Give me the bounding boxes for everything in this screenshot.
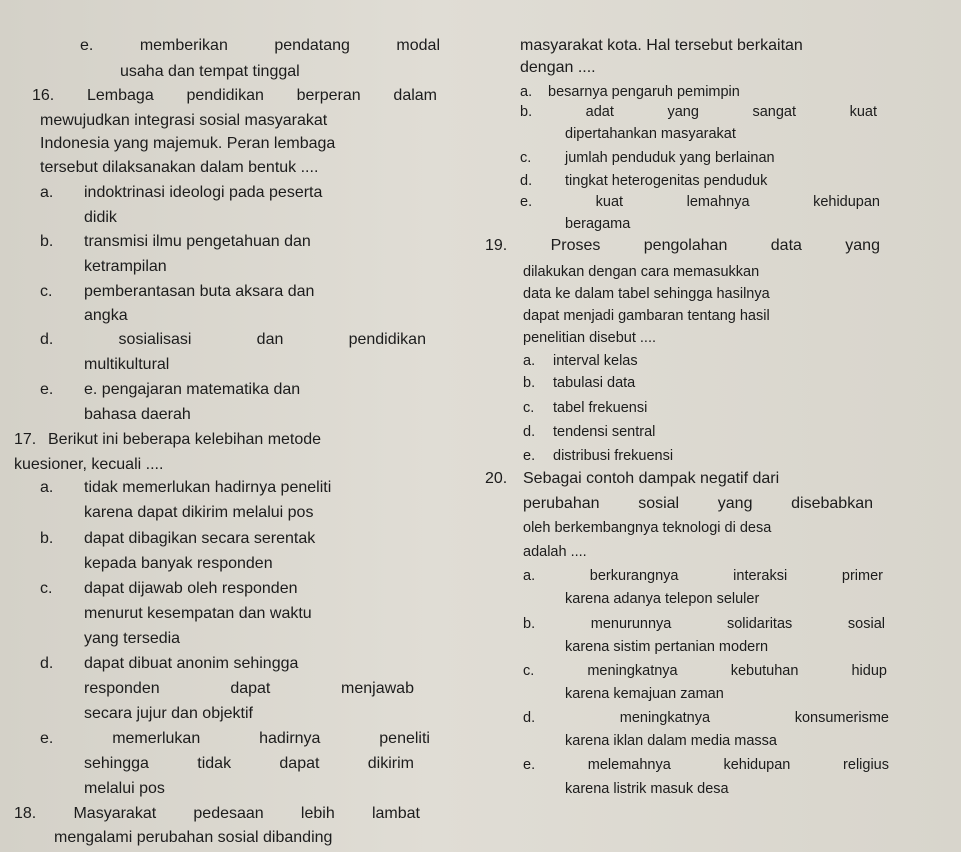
q18-stem-line3: masyarakat kota. Hal tersebut berkaitan bbox=[520, 37, 803, 54]
q20-option-b-line2: karena sistim pertanian modern bbox=[565, 639, 769, 655]
q16-stem-line4: tersebut dilaksanakan dalam bentuk .... bbox=[40, 159, 319, 176]
option-letter: a. bbox=[40, 479, 54, 496]
word: kehidupan bbox=[813, 194, 880, 210]
option-letter: d. bbox=[523, 710, 536, 726]
q20-option-b-line1 bbox=[523, 614, 885, 634]
word: menjawab bbox=[341, 680, 414, 697]
q16-stem-line3: Indonesia yang majemuk. Peran lembaga bbox=[40, 135, 336, 152]
q19-stem-line5: penelitian disebut .... bbox=[523, 330, 657, 346]
q20-option-a-line1 bbox=[523, 566, 883, 586]
q17-option-c-line1 bbox=[40, 579, 298, 599]
word: berkurangnya bbox=[589, 568, 679, 584]
q18-option-e-line1 bbox=[520, 192, 880, 212]
q16-option-b-line2: ketrampilan bbox=[84, 258, 167, 275]
question-number: 20. bbox=[485, 470, 508, 487]
word: dalam bbox=[393, 87, 437, 104]
word: hadirnya bbox=[259, 730, 321, 747]
q17-option-c-line3: yang tersedia bbox=[84, 630, 181, 647]
word: tidak bbox=[197, 755, 232, 772]
q19-stem-line2: dilakukan dengan cara memasukkan bbox=[523, 264, 760, 280]
word: sangat bbox=[752, 104, 797, 120]
option-letter: a. bbox=[523, 353, 536, 369]
q16-option-b-line1 bbox=[40, 232, 311, 252]
q16-stem-line2: mewujudkan integrasi sosial masyarakat bbox=[40, 112, 328, 129]
option-letter: b. bbox=[523, 616, 536, 632]
word: dikirim bbox=[367, 755, 414, 772]
q16-option-d-line2: multikultural bbox=[84, 356, 170, 373]
word: kebutuhan bbox=[730, 663, 799, 679]
q17-option-b-line2: kepada banyak responden bbox=[84, 555, 273, 572]
option-text: transmisi ilmu pengetahuan dan bbox=[84, 233, 311, 250]
option-text: pemberantasan buta aksara dan bbox=[84, 283, 315, 300]
q16-option-d-line1 bbox=[40, 330, 426, 350]
q17-option-b-line1 bbox=[40, 529, 315, 549]
word: memberikan bbox=[139, 37, 228, 54]
option-text: distribusi frekuensi bbox=[553, 448, 674, 464]
q17-option-a-line2: karena dapat dikirim melalui pos bbox=[84, 504, 314, 521]
option-letter: c. bbox=[40, 283, 53, 300]
q20-option-e-line1 bbox=[523, 755, 889, 775]
word: sosialisasi bbox=[118, 331, 192, 348]
word: data bbox=[770, 237, 802, 254]
word: peneliti bbox=[379, 730, 430, 747]
q19-option-b bbox=[523, 373, 635, 393]
option-text: besarnya pengaruh pemimpin bbox=[548, 84, 740, 100]
word: adat bbox=[585, 104, 614, 120]
word: melemahnya bbox=[587, 757, 671, 773]
q16-option-c-line1 bbox=[40, 282, 314, 302]
option-text: tabulasi data bbox=[553, 375, 636, 391]
q18-option-e-line2: beragama bbox=[565, 216, 631, 232]
q15-option-e-line2: usaha dan tempat tinggal bbox=[120, 63, 300, 80]
option-letter: c. bbox=[523, 663, 535, 679]
option-letter: e. bbox=[520, 194, 533, 210]
option-letter: e. bbox=[40, 730, 54, 747]
word: meningkatnya bbox=[587, 663, 678, 679]
q17-option-d-line1 bbox=[40, 654, 298, 674]
word: primer bbox=[841, 568, 883, 584]
option-letter: d. bbox=[523, 424, 536, 440]
stem-text: Sebagai contoh dampak negatif dari bbox=[523, 470, 780, 487]
q20-stem-line4: adalah .... bbox=[523, 544, 587, 560]
option-text: dapat dibagikan secara serentak bbox=[84, 530, 316, 547]
question-number: 18. bbox=[14, 805, 37, 822]
option-text: e. pengajaran matematika dan bbox=[84, 381, 301, 398]
stem-text: Berikut ini beberapa kelebihan metode bbox=[48, 431, 322, 448]
option-letter: e. bbox=[523, 448, 536, 464]
q17-option-c-line2: menurut kesempatan dan waktu bbox=[84, 605, 312, 622]
q20-stem-line2 bbox=[523, 494, 873, 514]
option-letter: c. bbox=[520, 150, 532, 166]
option-letter: c. bbox=[523, 400, 535, 416]
word: interaksi bbox=[733, 568, 788, 584]
word: lebih bbox=[300, 805, 335, 822]
word: religius bbox=[843, 757, 889, 773]
word: menurunnya bbox=[590, 616, 672, 632]
word: pedesaan bbox=[193, 805, 264, 822]
q16-option-c-line2: angka bbox=[84, 307, 128, 324]
q20-option-a-line2: karena adanya telepon seluler bbox=[565, 591, 760, 607]
option-letter: a. bbox=[40, 184, 54, 201]
option-letter: b. bbox=[523, 375, 536, 391]
word: responden bbox=[84, 680, 160, 697]
q17-option-e-line2 bbox=[84, 754, 414, 774]
q17-stem-line2: kuesioner, kecuali .... bbox=[14, 456, 164, 473]
q16-option-a-line2: didik bbox=[84, 209, 117, 226]
word: sosial bbox=[847, 616, 885, 632]
option-letter: d. bbox=[520, 173, 533, 189]
q18-stem-line2: mengalami perubahan sosial dibanding bbox=[54, 829, 333, 846]
q18-option-a bbox=[520, 82, 740, 102]
q20-stem-line1 bbox=[485, 469, 779, 489]
word: sosial bbox=[638, 495, 680, 512]
option-letter: e. bbox=[40, 381, 54, 398]
option-text: tabel frekuensi bbox=[553, 400, 648, 416]
q19-option-a bbox=[523, 351, 638, 371]
q20-option-c-line2: karena kemajuan zaman bbox=[565, 686, 724, 702]
option-text: tidak memerlukan hadirnya peneliti bbox=[84, 479, 332, 496]
option-text: jumlah penduduk yang berlainan bbox=[565, 150, 775, 166]
option-text: dapat dijawab oleh responden bbox=[84, 580, 298, 597]
q19-option-e bbox=[523, 446, 673, 466]
option-letter: b. bbox=[40, 233, 54, 250]
question-number: 16. bbox=[32, 87, 55, 104]
word: pendidikan bbox=[348, 331, 426, 348]
q18-option-b-line2: dipertahankan masyarakat bbox=[565, 126, 736, 142]
word: dan bbox=[256, 331, 284, 348]
option-letter: e. bbox=[523, 757, 536, 773]
question-number: 17. bbox=[14, 431, 37, 448]
q18-option-c bbox=[520, 148, 775, 168]
q15-option-e-line1 bbox=[80, 36, 440, 56]
option-letter: d. bbox=[40, 655, 54, 672]
q19-stem-line3: data ke dalam tabel sehingga hasilnya bbox=[523, 286, 770, 302]
option-letter: c. bbox=[40, 580, 53, 597]
word: lemahnya bbox=[686, 194, 750, 210]
q19-stem-line1 bbox=[485, 236, 880, 256]
q20-option-e-line2: karena listrik masuk desa bbox=[565, 781, 729, 797]
word: Lembaga bbox=[87, 87, 154, 104]
word: pengolahan bbox=[643, 237, 728, 254]
word: dapat bbox=[279, 755, 320, 772]
option-letter: e. bbox=[80, 37, 94, 54]
q20-option-d-line2: karena iklan dalam media massa bbox=[565, 733, 777, 749]
word: kehidupan bbox=[723, 757, 791, 773]
word: meningkatnya bbox=[619, 710, 711, 726]
q16-option-e-line2: bahasa daerah bbox=[84, 406, 191, 423]
option-letter: a. bbox=[520, 84, 533, 100]
q20-option-d-line1 bbox=[523, 708, 889, 728]
word: konsumerisme bbox=[794, 710, 889, 726]
word: berperan bbox=[296, 87, 361, 104]
question-number: 19. bbox=[485, 237, 508, 254]
q17-option-d-line2 bbox=[84, 679, 414, 699]
word: perubahan bbox=[523, 495, 600, 512]
q18-stem-line4: dengan .... bbox=[520, 59, 596, 76]
word: pendatang bbox=[274, 37, 350, 54]
q19-stem-line4: dapat menjadi gambaran tentang hasil bbox=[523, 308, 770, 324]
word: memerlukan bbox=[112, 730, 201, 747]
option-text: tendensi sentral bbox=[553, 424, 656, 440]
word: hidup bbox=[851, 663, 887, 679]
q16-stem-line1 bbox=[32, 86, 437, 106]
option-letter: a. bbox=[523, 568, 536, 584]
word: yang bbox=[667, 104, 699, 120]
option-text: dapat dibuat anonim sehingga bbox=[84, 655, 299, 672]
q16-option-e-line1 bbox=[40, 380, 300, 400]
option-letter: b. bbox=[40, 530, 54, 547]
word: Masyarakat bbox=[73, 805, 157, 822]
word: dapat bbox=[230, 680, 271, 697]
q17-option-a-line1 bbox=[40, 478, 331, 498]
word: lambat bbox=[371, 805, 420, 822]
word: sehingga bbox=[84, 755, 149, 772]
word: modal bbox=[396, 37, 440, 54]
q20-stem-line3: oleh berkembangnya teknologi di desa bbox=[523, 520, 772, 536]
q18-option-d bbox=[520, 171, 767, 191]
option-text: interval kelas bbox=[553, 353, 638, 369]
q19-option-c bbox=[523, 398, 647, 418]
q17-option-e-line3: melalui pos bbox=[84, 780, 165, 797]
word: kuat bbox=[595, 194, 624, 210]
word: yang bbox=[845, 237, 880, 254]
word: pendidikan bbox=[186, 87, 264, 104]
q19-option-d bbox=[523, 422, 655, 442]
word: disebabkan bbox=[791, 495, 873, 512]
word: yang bbox=[717, 495, 753, 512]
option-text: indoktrinasi ideologi pada peserta bbox=[84, 184, 323, 201]
q16-option-a-line1 bbox=[40, 183, 322, 203]
q20-option-c-line1 bbox=[523, 661, 887, 681]
word: kuat bbox=[849, 104, 877, 120]
option-letter: d. bbox=[40, 331, 54, 348]
q17-option-e-line1 bbox=[40, 729, 430, 749]
word: Proses bbox=[550, 237, 601, 254]
q18-option-b-line1 bbox=[520, 102, 877, 122]
q17-stem-line1 bbox=[14, 430, 321, 450]
q18-stem-line1 bbox=[14, 804, 420, 824]
q17-option-d-line3: secara jujur dan objektif bbox=[84, 705, 253, 722]
option-letter: b. bbox=[520, 104, 533, 120]
option-text: tingkat heterogenitas penduduk bbox=[565, 173, 768, 189]
word: solidaritas bbox=[726, 616, 793, 632]
